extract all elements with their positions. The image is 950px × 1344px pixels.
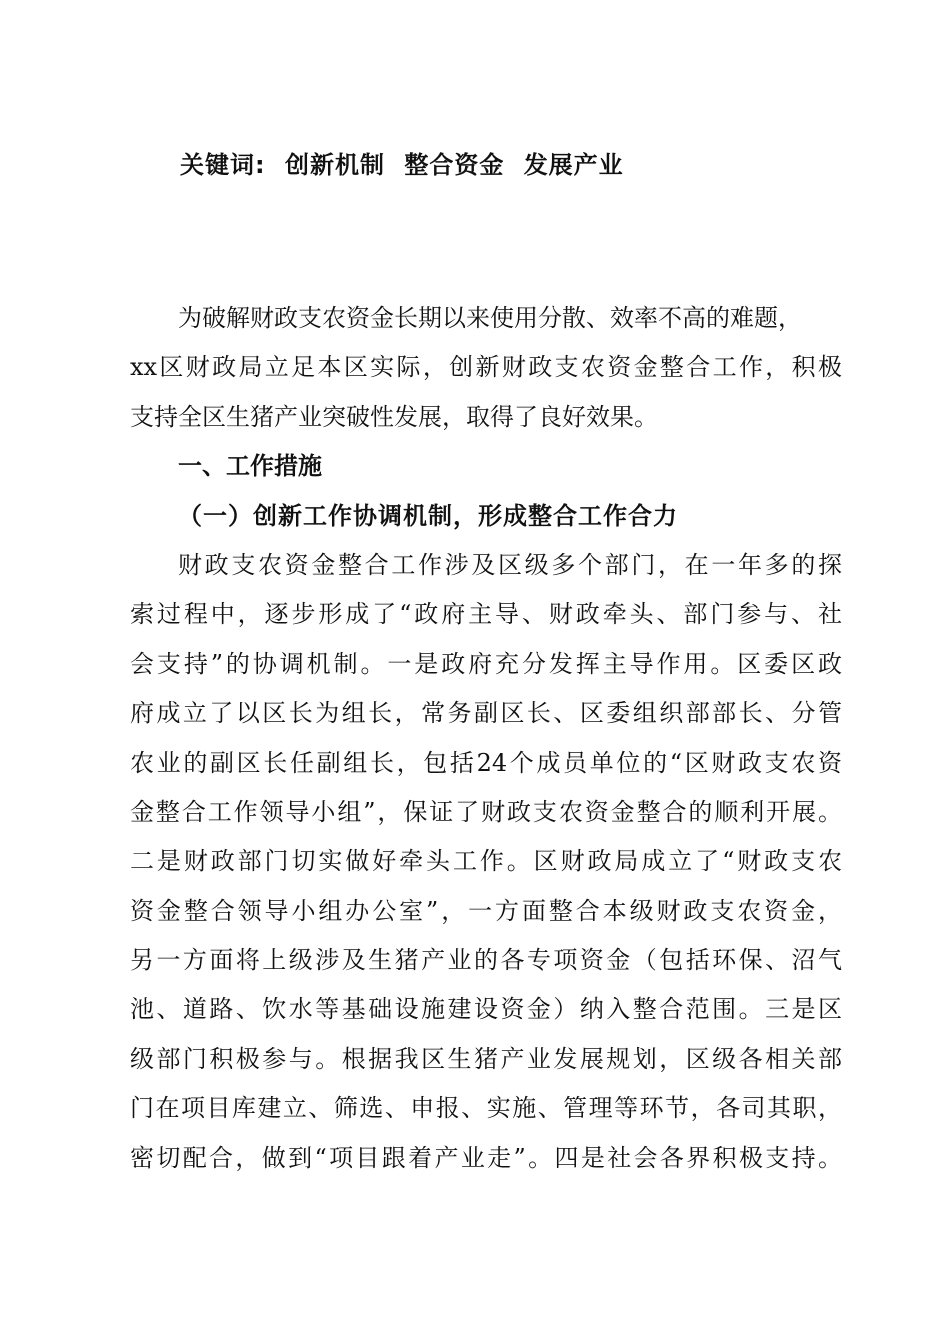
- paragraph-line: 索过程中，逐步形成了“政府主导、财政牵头、部门参与、社: [130, 600, 842, 629]
- paragraph-line: 另一方面将上级涉及生猪产业的各专项资金（包括环保、沼气: [130, 946, 842, 975]
- keyword-term: 创新机制: [284, 151, 385, 179]
- subsection-heading: （一）创新工作协调机制，形成整合工作合力: [178, 501, 678, 530]
- paragraph-line: xx区财政局立足本区实际，创新财政支农资金整合工作，积极: [130, 353, 842, 382]
- keyword-term: 发展产业: [523, 151, 624, 179]
- keyword-term: 整合资金: [404, 151, 505, 179]
- paragraph-line: 密切配合，做到“项目跟着产业走”。四是社会各界积极支持。: [130, 1143, 842, 1172]
- paragraph-line: 金整合工作领导小组”，保证了财政支农资金整合的顺利开展。: [130, 797, 842, 826]
- paragraph-line: 级部门积极参与。根据我区生猪产业发展规划，区级各相关部: [130, 1044, 842, 1073]
- paragraph-line: 为破解财政支农资金长期以来使用分散、效率不高的难题，: [178, 304, 802, 332]
- paragraph-line: 农业的副区长任副组长，包括24个成员单位的“区财政支农资: [130, 748, 842, 777]
- body-text: [130, 294, 842, 1183]
- paragraph-line: 二是财政部门切实做好牵头工作。区财政局成立了“财政支农: [130, 847, 842, 876]
- paragraph-line: 府成立了以区长为组长，常务副区长、区委组织部部长、分管: [130, 699, 842, 728]
- paragraph-line: 财政支农资金整合工作涉及区级多个部门，在一年多的探: [178, 550, 842, 579]
- paragraph-line: 会支持”的协调机制。一是政府充分发挥主导作用。区委区政: [130, 649, 842, 678]
- section-heading: 一、工作措施: [178, 452, 322, 481]
- paragraph-line: 资金整合领导小组办公室”，一方面整合本级财政支农资金，: [130, 896, 842, 925]
- paragraph-line: 门在项目库建立、筛选、申报、实施、管理等环节，各司其职，: [130, 1094, 842, 1123]
- keywords-label: 关键词:: [180, 151, 266, 179]
- paragraph-line: 支持全区生猪产业突破性发展，取得了良好效果。: [130, 402, 658, 431]
- keywords-line: [180, 145, 634, 180]
- paragraph-line: 池、道路、饮水等基础设施建设资金）纳入整合范围。三是区: [130, 995, 842, 1024]
